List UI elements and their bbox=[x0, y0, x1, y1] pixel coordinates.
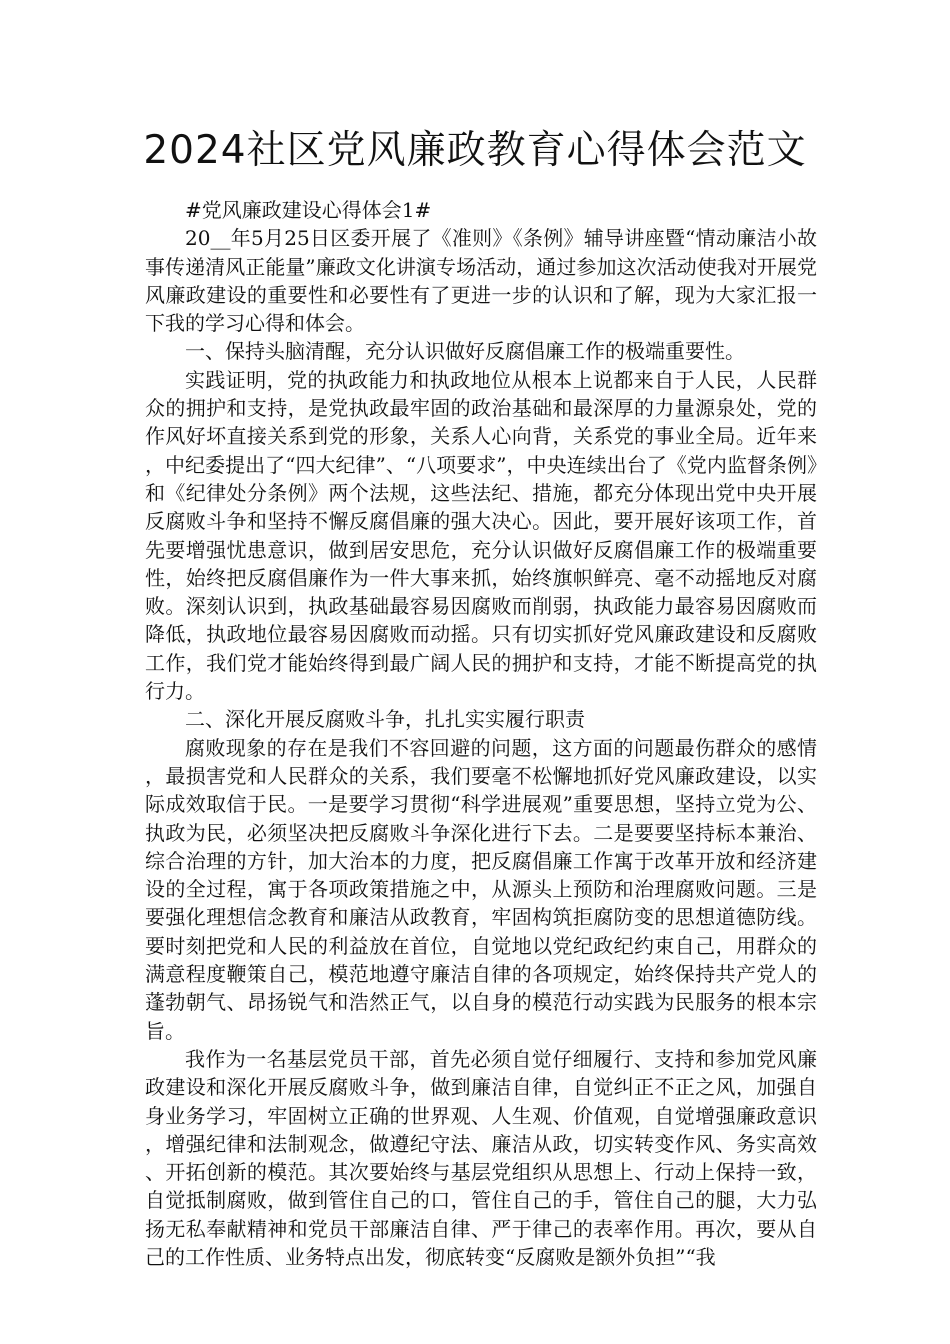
document-body bbox=[145, 196, 817, 1271]
document-title: 2024社区党风廉政教育心得体会范文 bbox=[143, 128, 807, 173]
heading-one: 一、保持头脑清醒，充分认识做好反腐倡廉工作的极端重要性。 bbox=[185, 339, 745, 364]
body-paragraph: 腐败现象的存在是我们不容回避的问题，这方面的问题最伤群众的感情，最损害党和人民群众的关系，我们要毫不松懈地抓好党风廉政建设，以实际成效取信于民。一是要学习贯彻“科学进展观”重要思想，坚持立党为公、执政为民，必须坚决把反腐败斗争深化进行下去。二是要要坚持标本兼治、综合治理的方针，加大治本的力度，把反腐倡廉工作寓于改革开放和经济建设的全过程，寓于各项政策措施之中，从源头上预防和治理腐败问题。三是要强化理想信念教育和廉洁从政教育，牢固构筑拒腐防变的思想道德防线。要时刻把党和人民的利益放在首位，自觉地以党纪政纪约束自己，用群众的满意程度鞭策自己，模范地遵守廉洁自律的各项规定，始终保持共产党人的蓬勃朝气、昂扬锐气和浩然正气，以自身的模范行动实践为民服务的根本宗旨。 bbox=[145, 735, 817, 1043]
section-tag: #党风廉政建设心得体会1# bbox=[185, 198, 432, 222]
heading-two: 二、深化开展反腐败斗争，扎扎实实履行职责 bbox=[185, 707, 585, 732]
body-paragraph: 实践证明，党的执政能力和执政地位从根本上说都来自于人民，人民群众的拥护和支持，是党执政最牢固的政治基础和最深厚的力量源泉处，党的作风好坏直接关系到党的形象，关系人心向背，关系党的事业全局。近年来，中纪委提出了“四大纪律”、“八项要求”，中央连续出台了《党内监督条例》和《纪律处分条例》两个法规，这些法纪、措施，都充分体现出党中央开展反腐败斗争和坚持不懈反腐倡廉的强大决心。因此，要开展好该项工作，首先要增强忧患意识，做到居安思危，充分认识做好反腐倡廉工作的极端重要性，始终把反腐倡廉作为一件大事来抓，始终旗帜鲜亮、毫不动摇地反对腐败。深刻认识到，执政基础最容易因腐败而削弱，执政能力最容易因腐败而降低，执政地位最容易因腐败而动摇。只有切实抓好党风廉政建设和反腐败工作，我们党才能始终得到最广阔人民的拥护和支持，才能不断提高党的执行力。 bbox=[145, 367, 817, 704]
intro-paragraph: 20__年5月25日区委开展了《准则》《条例》辅导讲座暨“情动廉洁小故事传递清风正能量”廉政文化讲演专场活动，通过参加这次活动使我对开展党风廉政建设的重要性和必要性有了更进一步的认识和了解，现为大家汇报一下我的学习心得和体会。 bbox=[145, 226, 817, 336]
body-paragraph: 我作为一名基层党员干部，首先必须自觉仔细履行、支持和参加党风廉政建设和深化开展反腐败斗争，做到廉洁自律，自觉纠正不正之风，加强自身业务学习，牢固树立正确的世界观、人生观、价值观，自觉增强廉政意识，增强纪律和法制观念，做遵纪守法、廉洁从政，切实转变作风、务实高效、开拓创新的模范。其次要始终与基层党组织从思想上、行动上保持一致，自觉抵制腐败，做到管住自己的口，管住自己的手，管住自己的腿，大力弘扬无私奉献精神和党员干部廉洁自律、严于律己的表率作用。再次，要从自己的工作性质、业务特点出发，彻底转变“反腐败是额外负担”“我 bbox=[145, 1046, 817, 1269]
